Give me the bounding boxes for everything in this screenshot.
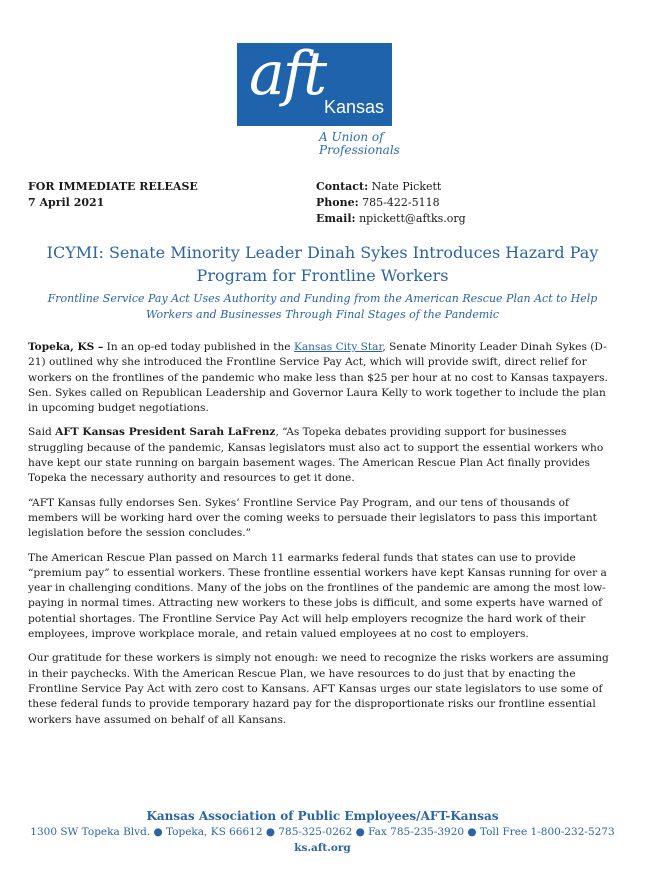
logo-state: Kansas xyxy=(323,97,384,117)
headline: ICYMI: Senate Minority Leader Dinah Sykes Introduces Hazard Pay Program for Frontline Workers xyxy=(46,243,599,285)
email-line xyxy=(316,211,466,227)
contact-name: Nate Pickett xyxy=(371,180,442,193)
logo-tagline-line1: A Union of xyxy=(319,130,384,144)
paragraph-1 xyxy=(28,340,614,416)
phone-label: Phone: xyxy=(316,196,359,209)
paragraph-2 xyxy=(28,425,614,486)
phone-number: 785-422-5118 xyxy=(362,196,440,209)
footer-organization: Kansas Association of Public Employees/AFT-Kansas xyxy=(146,809,499,823)
paragraph-2-pre: Said xyxy=(28,426,56,439)
paragraph-1-pre: In an op-ed today published in the xyxy=(103,341,294,353)
paragraph-1-post: , Senate Minority Leader Dinah Sykes (D-21) outlined why she introduced the Frontline Service Pay Act, which will provide swift, direct relief for workers on the frontlines of the pandemic who make less than $25 per hour at no cost to Kansas taxpayers. Sen. Sykes called on Republican Leadership and Governor Laura Kelly to work together to include the plan in upcoming budget negotiations. xyxy=(28,341,608,415)
article-body xyxy=(28,340,614,737)
release-block xyxy=(28,179,198,211)
logo-tagline xyxy=(319,131,400,157)
aft-kansas-logo xyxy=(237,39,400,178)
paragraph-2-post: , “As Topeka debates providing support for businesses struggling because of the pandemic, Kansas legislators must also act to support the essential workers who have kept our state running on bargain basement wages. The American Rescue Plan Act finally provides Topeka the necessary authority and resources to get it done. xyxy=(28,426,604,485)
logo-box xyxy=(237,39,392,126)
email-label: Email: xyxy=(316,212,356,225)
dateline: Topeka, KS – xyxy=(28,341,104,353)
kansas-city-star-link[interactable]: Kansas City Star xyxy=(293,341,383,353)
logo-mark: aft xyxy=(249,39,326,109)
release-date: 7 April 2021 xyxy=(28,196,105,209)
footer-website[interactable]: ks.aft.org xyxy=(294,842,351,854)
subheadline: Frontline Service Pay Act Uses Authority and Funding from the American Rescue Plan Act to Help Workers and Businesses Through Final Stages of the Pandemic xyxy=(47,292,598,321)
footer-address: 1300 SW Topeka Blvd. ● Topeka, KS 66612 ● 785-325-0262 ● Fax 785-235-3920 ● Toll Free 1-800-232-5273 xyxy=(30,826,615,838)
quote-attribution: AFT Kansas President Sarah LaFrenz xyxy=(55,426,276,439)
logo-tagline-line2: Professionals xyxy=(319,143,400,157)
paragraph-4: The American Rescue Plan passed on March 11 earmarks federal funds that states can use to provide “premium pay” to essential workers. These frontline essential workers have kept Kansas running for over a year in challenging conditions. Many of the jobs on the frontlines of the pandemic are among the most low-paying in normal times. Attracting new workers to these jobs is difficult, and some experts have warned of potential shortages. The Frontline Service Pay Act will help employers recognize the hard work of their employees, improve workplace morale, and retain valued employees at no cost to employers. xyxy=(28,551,607,641)
contact-line xyxy=(316,179,466,195)
phone-line xyxy=(316,195,466,211)
footer xyxy=(10,808,635,856)
paragraph-5: Our gratitude for these workers is simply not enough: we need to recognize the risks workers are assuming in their paychecks. With the American Rescue Plan, we have resources to do just that by enacting the Frontline Service Pay Act with zero cost to Kansans. AFT Kansas urges our state legislators to use some of these federal funds to provide temporary hazard pay for the disproportionate risks our frontline essential workers have assumed on behalf of all Kansans. xyxy=(28,652,609,726)
paragraph-3: “AFT Kansas fully endorses Sen. Sykes’ Frontline Service Pay Program, and our tens of thousands of members will be working hard over the coming weeks to persuade their legislators to pass this important legislation before the session concludes.” xyxy=(28,496,597,540)
contact-block xyxy=(316,179,466,227)
contact-label: Contact: xyxy=(316,180,369,193)
email-address[interactable]: npickett@aftks.org xyxy=(359,212,466,225)
release-label: FOR IMMEDIATE RELEASE xyxy=(28,180,198,193)
